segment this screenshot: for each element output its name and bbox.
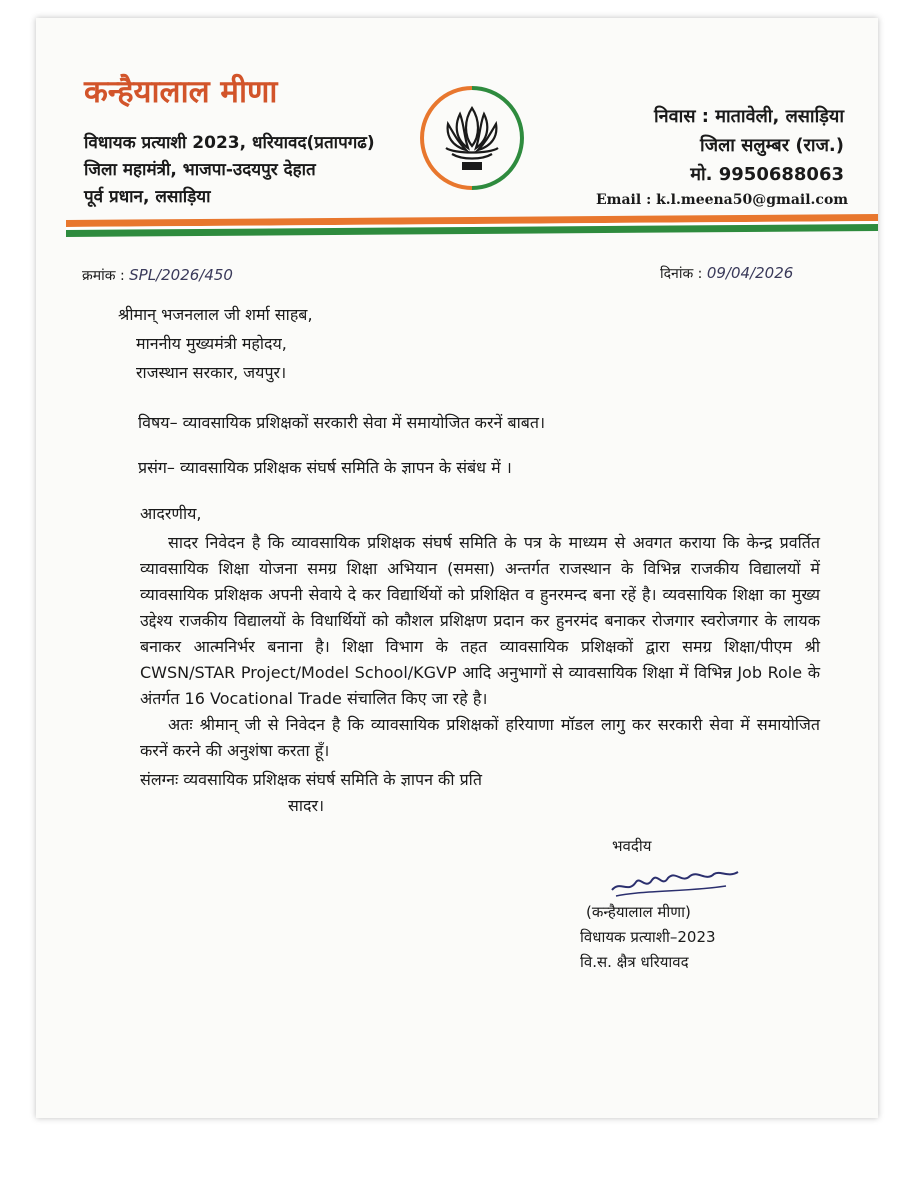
signatory-name: (कन्हैयालाल मीणा) <box>586 903 691 921</box>
salutation: आदरणीय, <box>140 504 202 523</box>
letter-date <box>660 264 793 283</box>
letterhead-former-post: पूर्व प्रधान, लसाड़िया <box>84 187 211 207</box>
residence-line: निवास : मातावेली, लसाड़िया <box>654 106 844 127</box>
letterhead-right-details <box>620 102 844 189</box>
letterhead-designation: विधायक प्रत्याशी 2023, धरियावद(प्रतापगढ) <box>84 133 375 153</box>
letter-context: प्रसंग– व्यावसायिक प्रशिक्षक संघर्ष समिति के ज्ञापन के संबंध में । <box>138 458 512 477</box>
mobile-line: मो. 9950688063 <box>690 164 844 185</box>
signatory-designation: विधायक प्रत्याशी–2023 <box>580 928 716 946</box>
letterhead-name: कन्हैयालाल मीणा <box>84 74 278 110</box>
reference-number <box>82 266 233 285</box>
district-line: जिला सलुम्बर (राज.) <box>700 135 844 156</box>
body-paragraph: सादर निवेदन है कि व्यावसायिक प्रशिक्षक संघर्ष समिति के पत्र के माध्यम से अवगत कराया कि केन्द्र प्रवर्तित व्यावसायिक शिक्षा योजना समग्र शिक्षा अभियान (समसा) अन्तर्गत राजस्थान के विभिन्न राजकीय विद्यालयों में व्यावसायिक प्रशिक्षक अपनी सेवाये दे कर विद्यार्थियों को प्रशिक्षित व हुनरमन्द बना रहें है। व्यवसायिक शिक्षा का मुख्य उद्देश्य राजकीय विद्यालयों के विधार्थियों को कौशल प्रशिक्षण प्रदान कर हुनरमंद बनाकर रोजगार स्वरोजगार के लायक बनाकर आत्मनिर्भर बनाना है। शिक्षा विभाग के तहत व्यावसायिक प्रशिक्षकों द्वारा समग्र शिक्षा/पीएम श्री CWSN/STAR Project/Model School/KGVP आदि अनुभागों से व्यावसायिक शिक्षा में विभिन्न Job Role के अंतर्गत 16 Vocational Trade संचालित किए जा रहे है। <box>140 533 820 708</box>
letter-body <box>140 530 820 764</box>
letter-subject: विषय– व्यावसायिक प्रशिक्षकों सरकारी सेवा में समायोजित करनें बाबत। <box>138 413 546 432</box>
signature-image <box>606 860 746 900</box>
recipient-government: राजस्थान सरकार, जयपुर। <box>136 363 287 382</box>
date-label: दिनांक : <box>660 266 703 282</box>
date-value: 09/04/2026 <box>706 264 794 282</box>
letterhead-party-post: जिला महामंत्री, भाजपा-उदयपुर देहात <box>84 160 316 180</box>
enclosure-close: सादर। <box>288 796 325 815</box>
letter-page <box>36 18 878 1118</box>
recipient-name: श्रीमान् भजनलाल जी शर्मा साहब, <box>118 305 313 324</box>
reference-label: क्रमांक : <box>82 268 125 284</box>
reference-value: SPL/2026/450 <box>129 266 233 284</box>
recipient-address <box>118 300 313 387</box>
letterhead-divider-stripe <box>66 212 878 242</box>
body-paragraph: अतः श्रीमान् जी से निवेदन है कि व्यावसायिक प्रशिक्षकों हरियाणा मॉडल लागु कर सरकारी सेवा में समायोजित करनें करने की अनुशंषा करता हूँ। <box>140 715 820 760</box>
signatory-constituency: वि.स. क्षैत्र धरियावद <box>580 953 689 971</box>
closing-yours: भवदीय <box>612 837 652 855</box>
lotus-icon <box>418 84 526 192</box>
signatory-block <box>580 900 716 975</box>
letterhead-left-details <box>84 130 375 211</box>
enclosure-note: संलग्नः व्यवसायिक प्रशिक्षक संघर्ष समिति के ज्ञापन की प्रति <box>140 770 482 789</box>
email-line: Email : k.l.meena50@gmail.com <box>596 192 849 208</box>
recipient-title: माननीय मुख्यमंत्री महोदय, <box>136 334 287 353</box>
